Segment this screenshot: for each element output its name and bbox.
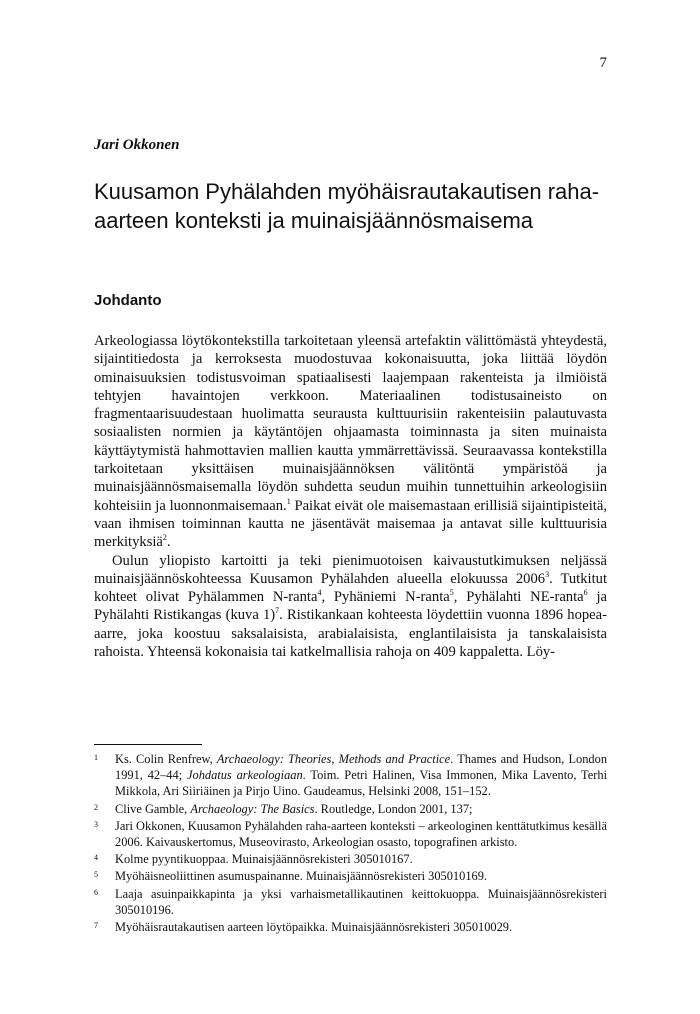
paragraph-2 xyxy=(94,552,607,662)
footnote-4 xyxy=(94,851,607,867)
footnote-text: Myöhäisneoliittinen asumuspainanne. Muinaisjäännösrekisteri 305010169. xyxy=(115,869,488,884)
page-number: 7 xyxy=(599,55,607,71)
footnote-1 xyxy=(94,751,607,800)
paragraph-1-text-3: . xyxy=(166,534,171,551)
paragraph-2-text-5: ja Pyhälahti Ristikangas (kuva 1) xyxy=(94,589,607,624)
body-text xyxy=(94,332,607,661)
footnote-text-part: . Toim. Petri Halinen, Visa Immonen, Mika Lavento, Terhi Mikkola, Ari Siiriäinen ja Pirjo Uino. Gaudeamus, Helsinki 2008, 151–152. xyxy=(115,768,608,799)
paragraph-1-text-2: Paikat eivät ole maisemastaan erillisiä sijaintipisteitä, vaan ihmisen toiminnan kautta ne jäsentävät maisemaa ja antavat sille kulttuurisia merkityksiä xyxy=(94,497,607,551)
footnote-book-title: Archaeology: Theories, Methods and Practice xyxy=(216,752,451,766)
article-title: Kuusamon Pyhälahden myöhäisrautakautisen raha-aarteen konteksti ja muinaisjäännösmaisema xyxy=(94,179,600,233)
footnote-6 xyxy=(94,886,607,918)
footnote-ref-4[interactable]: 4 xyxy=(317,588,322,598)
footnote-text-part: Ks. Colin Renfrew, xyxy=(115,752,217,766)
footnote-text: Kolme pyyntikuoppaa. Muinaisjäännösrekisteri 305010167. xyxy=(115,852,413,867)
footnote-divider xyxy=(94,744,202,745)
footnote-3 xyxy=(94,818,607,850)
footnote-number: 3 xyxy=(94,819,98,829)
footnote-ref-7[interactable]: 7 xyxy=(275,606,280,616)
footnote-ref-6[interactable]: 6 xyxy=(583,588,588,598)
footnotes xyxy=(94,751,607,936)
paragraph-1 xyxy=(94,332,607,552)
section-heading: Johdanto xyxy=(94,292,162,309)
paragraph-2-text-1: Oulun yliopisto kartoitti ja teki pienimuotoisen kaivaustutkimuksen neljässä muinaisjäännöskohteessa Kuusamon Pyhälahden alueella elokuussa 2006 xyxy=(94,552,607,587)
footnote-ref-5[interactable]: 5 xyxy=(449,588,454,598)
footnote-book-title: Johdatus arkeologiaan xyxy=(187,768,303,783)
footnote-text-part: . Thames and Hudson, London 1991, 42–44; xyxy=(115,752,608,783)
footnote-number: 2 xyxy=(94,802,98,812)
footnote-ref-2[interactable]: 2 xyxy=(162,533,167,543)
footnote-text: Myöhäisrautakautisen aarteen löytöpaikka. Muinaisjäännösrekisteri 305010029. xyxy=(115,920,513,935)
paragraph-2-text-2: . Tutkitut kohteet olivat Pyhälammen N-ranta xyxy=(94,570,607,606)
footnote-7 xyxy=(94,919,607,935)
footnote-number: 4 xyxy=(94,853,98,863)
paragraph-2-text-4: , Pyhälahti NE-ranta xyxy=(453,589,584,606)
footnote-text: Jari Okkonen, Kuusamon Pyhälahden raha-aarteen konteksti – arkeologinen kenttätutkimus kesällä 2006. Kaivauskertomus, Museovirasto, Arkeologian osasto, topografinen arkisto. xyxy=(115,818,607,850)
footnote-number: 1 xyxy=(94,753,98,762)
footnote-ref-3[interactable]: 3 xyxy=(545,570,550,579)
footnote-number: 7 xyxy=(94,921,98,931)
footnote-book-title: Archaeology: The Basics xyxy=(190,801,315,816)
author-name: Jari Okkonen xyxy=(94,137,180,153)
footnote-text xyxy=(115,801,607,817)
paragraph-2-text-3: , Pyhäniemi N-ranta xyxy=(321,589,450,606)
footnote-2 xyxy=(94,801,607,817)
footnote-ref-1[interactable]: 1 xyxy=(286,496,291,506)
footnote-text-part: Clive Gamble, xyxy=(115,801,191,816)
footnote-5 xyxy=(94,868,607,884)
paragraph-1-text-1: Arkeologiassa löytökontekstilla tarkoitetaan yleensä artefaktin välittömästä yhteydestä, sijaintitiedosta ja kerroksesta muodostuvaa kokonaisuutta, joka liittää löydön ominaisuuksien todistusvoiman spatiaalisesti laajempaan rakenteista ja ilmiöistä tehtyjen havaintojen verkkoon. Materiaalinen todistusaineisto on fragmentaarisuudestaan huolimatta seurausta kulttuurisiin rakenteisiin palautuvasta sosiaalisten normien ja käytäntöjen ohjaamasta toiminnasta ja siten muinaista käyttäytymistä hahmottavien mallien kautta ymmärrettävissä. Seuraavassa kontekstilla tarkoitetaan yksittäisen muinaisjäännöksen välitöntä ympäristöä ja muinaisjäännösmaisemalla löydön suhdetta seudun muihin tunnettuihin arkeologisiin kohteisiin ja luonnonmaisemaan. xyxy=(94,333,607,514)
footnote-text-part: . Routledge, London 2001, 137; xyxy=(314,801,473,816)
footnote-number: 5 xyxy=(94,870,98,880)
footnote-text: Laaja asuinpaikkapinta ja yksi varhaismetallikautinen keittokuoppa. Muinaisjäännösrekisteri 305010196. xyxy=(115,886,607,917)
footnote-text xyxy=(115,751,607,800)
paragraph-2-text-6: . Ristikankaan kohteesta löydettiin vuonna 1896 hopea-aarre, joka koostuu saksalaisista, arabialaisista, englantilaisista ja tanskalaisista rahoista. Yhteensä kokonaisia tai katkelmallisia rahoja on 409 kappaletta. Löy- xyxy=(94,607,607,661)
footnote-number: 6 xyxy=(94,887,98,897)
